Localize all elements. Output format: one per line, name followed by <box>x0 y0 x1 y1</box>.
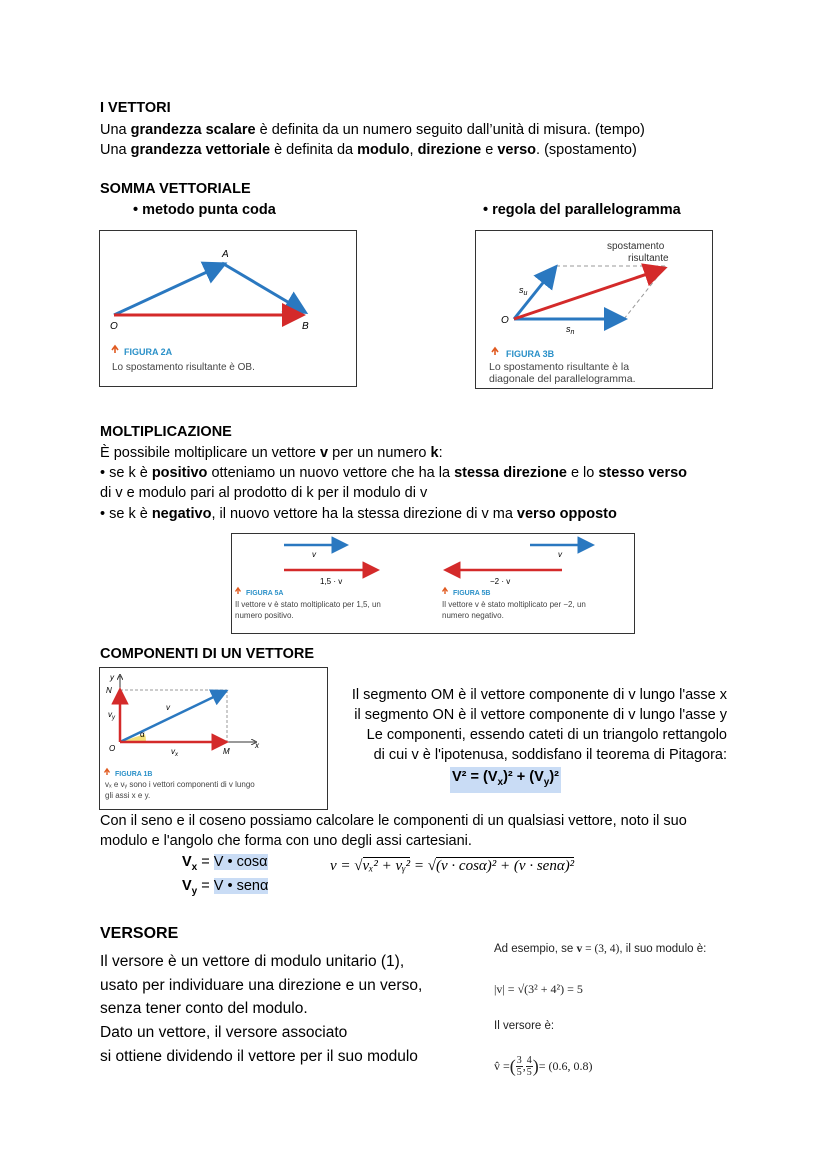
molt-line-2 <box>100 463 687 483</box>
caption-text: Il vettore v è stato moltiplicato per −2, un <box>442 600 586 609</box>
text: Una <box>100 142 131 158</box>
text: . (spostamento) <box>536 142 637 158</box>
sqrt-icon: √ <box>354 858 363 874</box>
label-alpha: α <box>140 730 145 739</box>
seno-line-1: Con il seno e il coseno possiamo calcolare le componenti di un qualsiasi vettore, noto il suo <box>100 813 687 829</box>
text: V • cosα <box>213 854 268 870</box>
text: y <box>543 776 550 788</box>
text: x <box>191 861 198 873</box>
arrow-up-icon <box>443 588 448 594</box>
text: e <box>481 142 498 158</box>
figure-1b <box>99 667 328 810</box>
versore-line-1: Il versore è un vettore di modulo unitario (1), <box>100 953 405 970</box>
text: Una <box>100 122 131 138</box>
text: (v · cosα)² + (v · senα)² <box>436 858 575 874</box>
label-spostamento: spostamento <box>607 241 665 252</box>
label-v: v <box>558 550 562 559</box>
caption-text: vₓ e vᵧ sono i vettori componenti di v lungo <box>105 780 255 789</box>
caption-title: FIGURA 3B <box>506 349 555 359</box>
componenti-line-4: di cui v è l'ipotenusa, soddisfano il teorema di Pitagora: <box>373 747 727 763</box>
text: V <box>182 878 192 894</box>
vx-formula <box>182 852 268 878</box>
text: v̂ = <box>494 1059 510 1073</box>
text: grandezza scalare <box>130 122 256 138</box>
label-x: x <box>255 741 259 750</box>
caption-text: numero negativo. <box>442 611 504 620</box>
text: v <box>108 710 112 719</box>
label-vx <box>171 747 179 758</box>
arrow-up-icon <box>492 348 498 355</box>
label-v: v <box>312 550 316 559</box>
label-scaled: 1,5 · v <box>320 577 343 586</box>
label-vy <box>108 710 116 721</box>
text: V • senα <box>213 878 269 894</box>
caption-text: numero positivo. <box>235 611 294 620</box>
text: v <box>171 747 175 756</box>
text: , <box>409 142 418 158</box>
caption-text: gli assi x e y. <box>105 791 151 800</box>
molt-line-4 <box>100 504 617 524</box>
caption-title: FIGURA 1B <box>115 771 153 778</box>
label-scaled: −2 · v <box>490 577 511 586</box>
text: v <box>320 445 329 461</box>
example-line-1 <box>494 943 706 955</box>
example-line-2: |v| = √(3² + 4²) = 5 <box>494 982 583 996</box>
text: grandezza vettoriale <box>130 142 271 158</box>
label-y: y <box>110 673 114 682</box>
label-o: O <box>110 321 118 332</box>
molt-line-1 <box>100 443 443 463</box>
caption-text: Lo spostamento risultante è la <box>489 361 630 373</box>
page-title: I VETTORI <box>100 100 171 116</box>
figure-5-diagram <box>232 534 634 633</box>
text: negativo <box>151 506 212 522</box>
label-risultante: risultante <box>628 253 669 264</box>
figure-1b-diagram <box>100 668 327 809</box>
text: 3 <box>516 1055 522 1066</box>
caption-title: FIGURA 2A <box>124 347 173 357</box>
intro-line-1 <box>100 120 645 140</box>
text: s <box>566 324 571 334</box>
text: v <box>576 943 583 955</box>
seno-line-2: modulo e l'angolo che forma con uno degli assi cartesiani. <box>100 833 472 849</box>
text: verso opposto <box>516 506 617 522</box>
label-n: N <box>106 686 112 695</box>
label-su <box>519 285 528 297</box>
pitagora-formula <box>450 767 561 793</box>
intro-line-2 <box>100 140 637 160</box>
componenti-line-2: il segmento ON è il vettore componente di v lungo l'asse y <box>354 707 727 723</box>
text: stesso verso <box>598 465 688 481</box>
caption-text: diagonale del parallelogramma. <box>489 373 636 385</box>
text: stessa direzione <box>454 465 567 481</box>
text: )² + (V <box>503 769 544 785</box>
example-line-3: Il versore è: <box>494 1020 555 1032</box>
section-heading-moltiplicazione: MOLTIPLICAZIONE <box>100 424 232 440</box>
versore-line-3: senza tener conto del modulo. <box>100 1000 308 1017</box>
text: • se k è <box>100 506 152 522</box>
section-heading-componenti: COMPONENTI DI UN VETTORE <box>100 646 315 662</box>
text: u <box>523 290 528 297</box>
text: otteniamo un nuovo vettore che ha la <box>207 465 455 481</box>
caption-text: Il vettore v è stato moltiplicato per 1,5, un <box>235 600 381 609</box>
label-b: B <box>302 321 309 332</box>
caption-title: FIGURA 5B <box>453 590 491 597</box>
comma: , <box>522 1059 526 1073</box>
componenti-line-1: Il segmento OM è il vettore componente di v lungo l'asse x <box>351 687 727 703</box>
text: )² <box>549 769 560 785</box>
text: = <box>413 858 425 874</box>
versore-line-4: Dato un vettore, il versore associato <box>100 1024 348 1041</box>
text: 5 <box>516 1067 522 1078</box>
vy-formula <box>182 876 268 902</box>
text: = <box>197 854 214 870</box>
figure-2a-diagram <box>100 231 356 386</box>
caption-text: Lo spostamento risultante è OB. <box>112 362 255 373</box>
text: • se k è <box>100 465 152 481</box>
text: = <box>197 878 214 894</box>
text: per un numero <box>328 445 431 461</box>
text: V <box>182 854 192 870</box>
figure-5 <box>231 533 635 634</box>
text: vₓ² + vᵧ² <box>362 858 411 874</box>
text: verso <box>497 142 537 158</box>
text: y <box>191 885 198 897</box>
text: 5 <box>526 1067 532 1078</box>
text: , il nuovo vettore ha la stessa direzione di v ma <box>211 506 517 522</box>
figure-3b-diagram <box>476 231 712 388</box>
vector-ab <box>222 263 303 311</box>
text: = (0.6, 0.8) <box>538 1059 593 1073</box>
text: È possibile moltiplicare un vettore <box>100 445 321 461</box>
text: è definita da <box>270 142 358 158</box>
arrow-up-icon <box>112 346 118 353</box>
arrow-up-icon <box>105 769 110 775</box>
text: 4 <box>526 1055 532 1066</box>
example-line-4 <box>494 1055 593 1078</box>
caption-title: FIGURA 5A <box>246 590 284 597</box>
text: x <box>175 752 178 758</box>
section-heading-somma: SOMMA VETTORIALE <box>100 181 251 197</box>
molt-line-3: di v e modulo pari al prodotto di k per il modulo di v <box>100 485 428 501</box>
versore-line-2: usato per individuare una direzione e un verso, <box>100 977 423 994</box>
text: Ad esempio, se <box>494 943 577 955</box>
text: = (3, 4) <box>582 943 620 955</box>
label-o: O <box>501 315 509 326</box>
figure-2a <box>99 230 357 387</box>
text: n <box>570 329 575 336</box>
text: e lo <box>566 465 599 481</box>
text: modulo <box>357 142 410 158</box>
vector-oa <box>114 265 222 315</box>
text: s <box>519 285 524 295</box>
label-a: A <box>222 249 229 260</box>
sqrt-icon: √ <box>427 858 437 874</box>
componenti-line-3: Le componenti, essendo cateti di un triangolo rettangolo <box>366 727 727 743</box>
modulo-formula <box>330 858 574 875</box>
paren-open: ( <box>509 1056 516 1076</box>
text: x <box>497 776 504 788</box>
fraction <box>526 1055 533 1078</box>
label-m: M <box>223 747 230 756</box>
text: , il suo modulo è: <box>619 943 707 955</box>
versore-line-5: si ottiene dividendo il vettore per il suo modulo <box>100 1048 418 1065</box>
section-heading-versore: VERSORE <box>100 925 179 942</box>
text: V² = (V <box>452 769 498 785</box>
label-v: v <box>166 703 170 712</box>
bullet-parallelogramma: • regola del parallelogramma <box>483 202 681 218</box>
vector-resultant <box>514 269 662 319</box>
fraction <box>516 1055 523 1078</box>
text: positivo <box>151 465 208 481</box>
text: direzione <box>417 142 482 158</box>
text: v = <box>330 858 351 874</box>
label-sn <box>566 324 575 336</box>
vector-v <box>120 692 224 742</box>
text: è definita da un numero seguito dall’unità di misura. (tempo) <box>255 122 645 138</box>
paren-close: ) <box>532 1056 539 1076</box>
text: k <box>430 445 439 461</box>
arrow-up-icon <box>236 588 241 594</box>
text: y <box>112 715 115 721</box>
figure-3b <box>475 230 713 389</box>
bullet-punta-coda: • metodo punta coda <box>133 202 276 218</box>
text: : <box>438 445 443 461</box>
label-o: O <box>109 744 116 753</box>
